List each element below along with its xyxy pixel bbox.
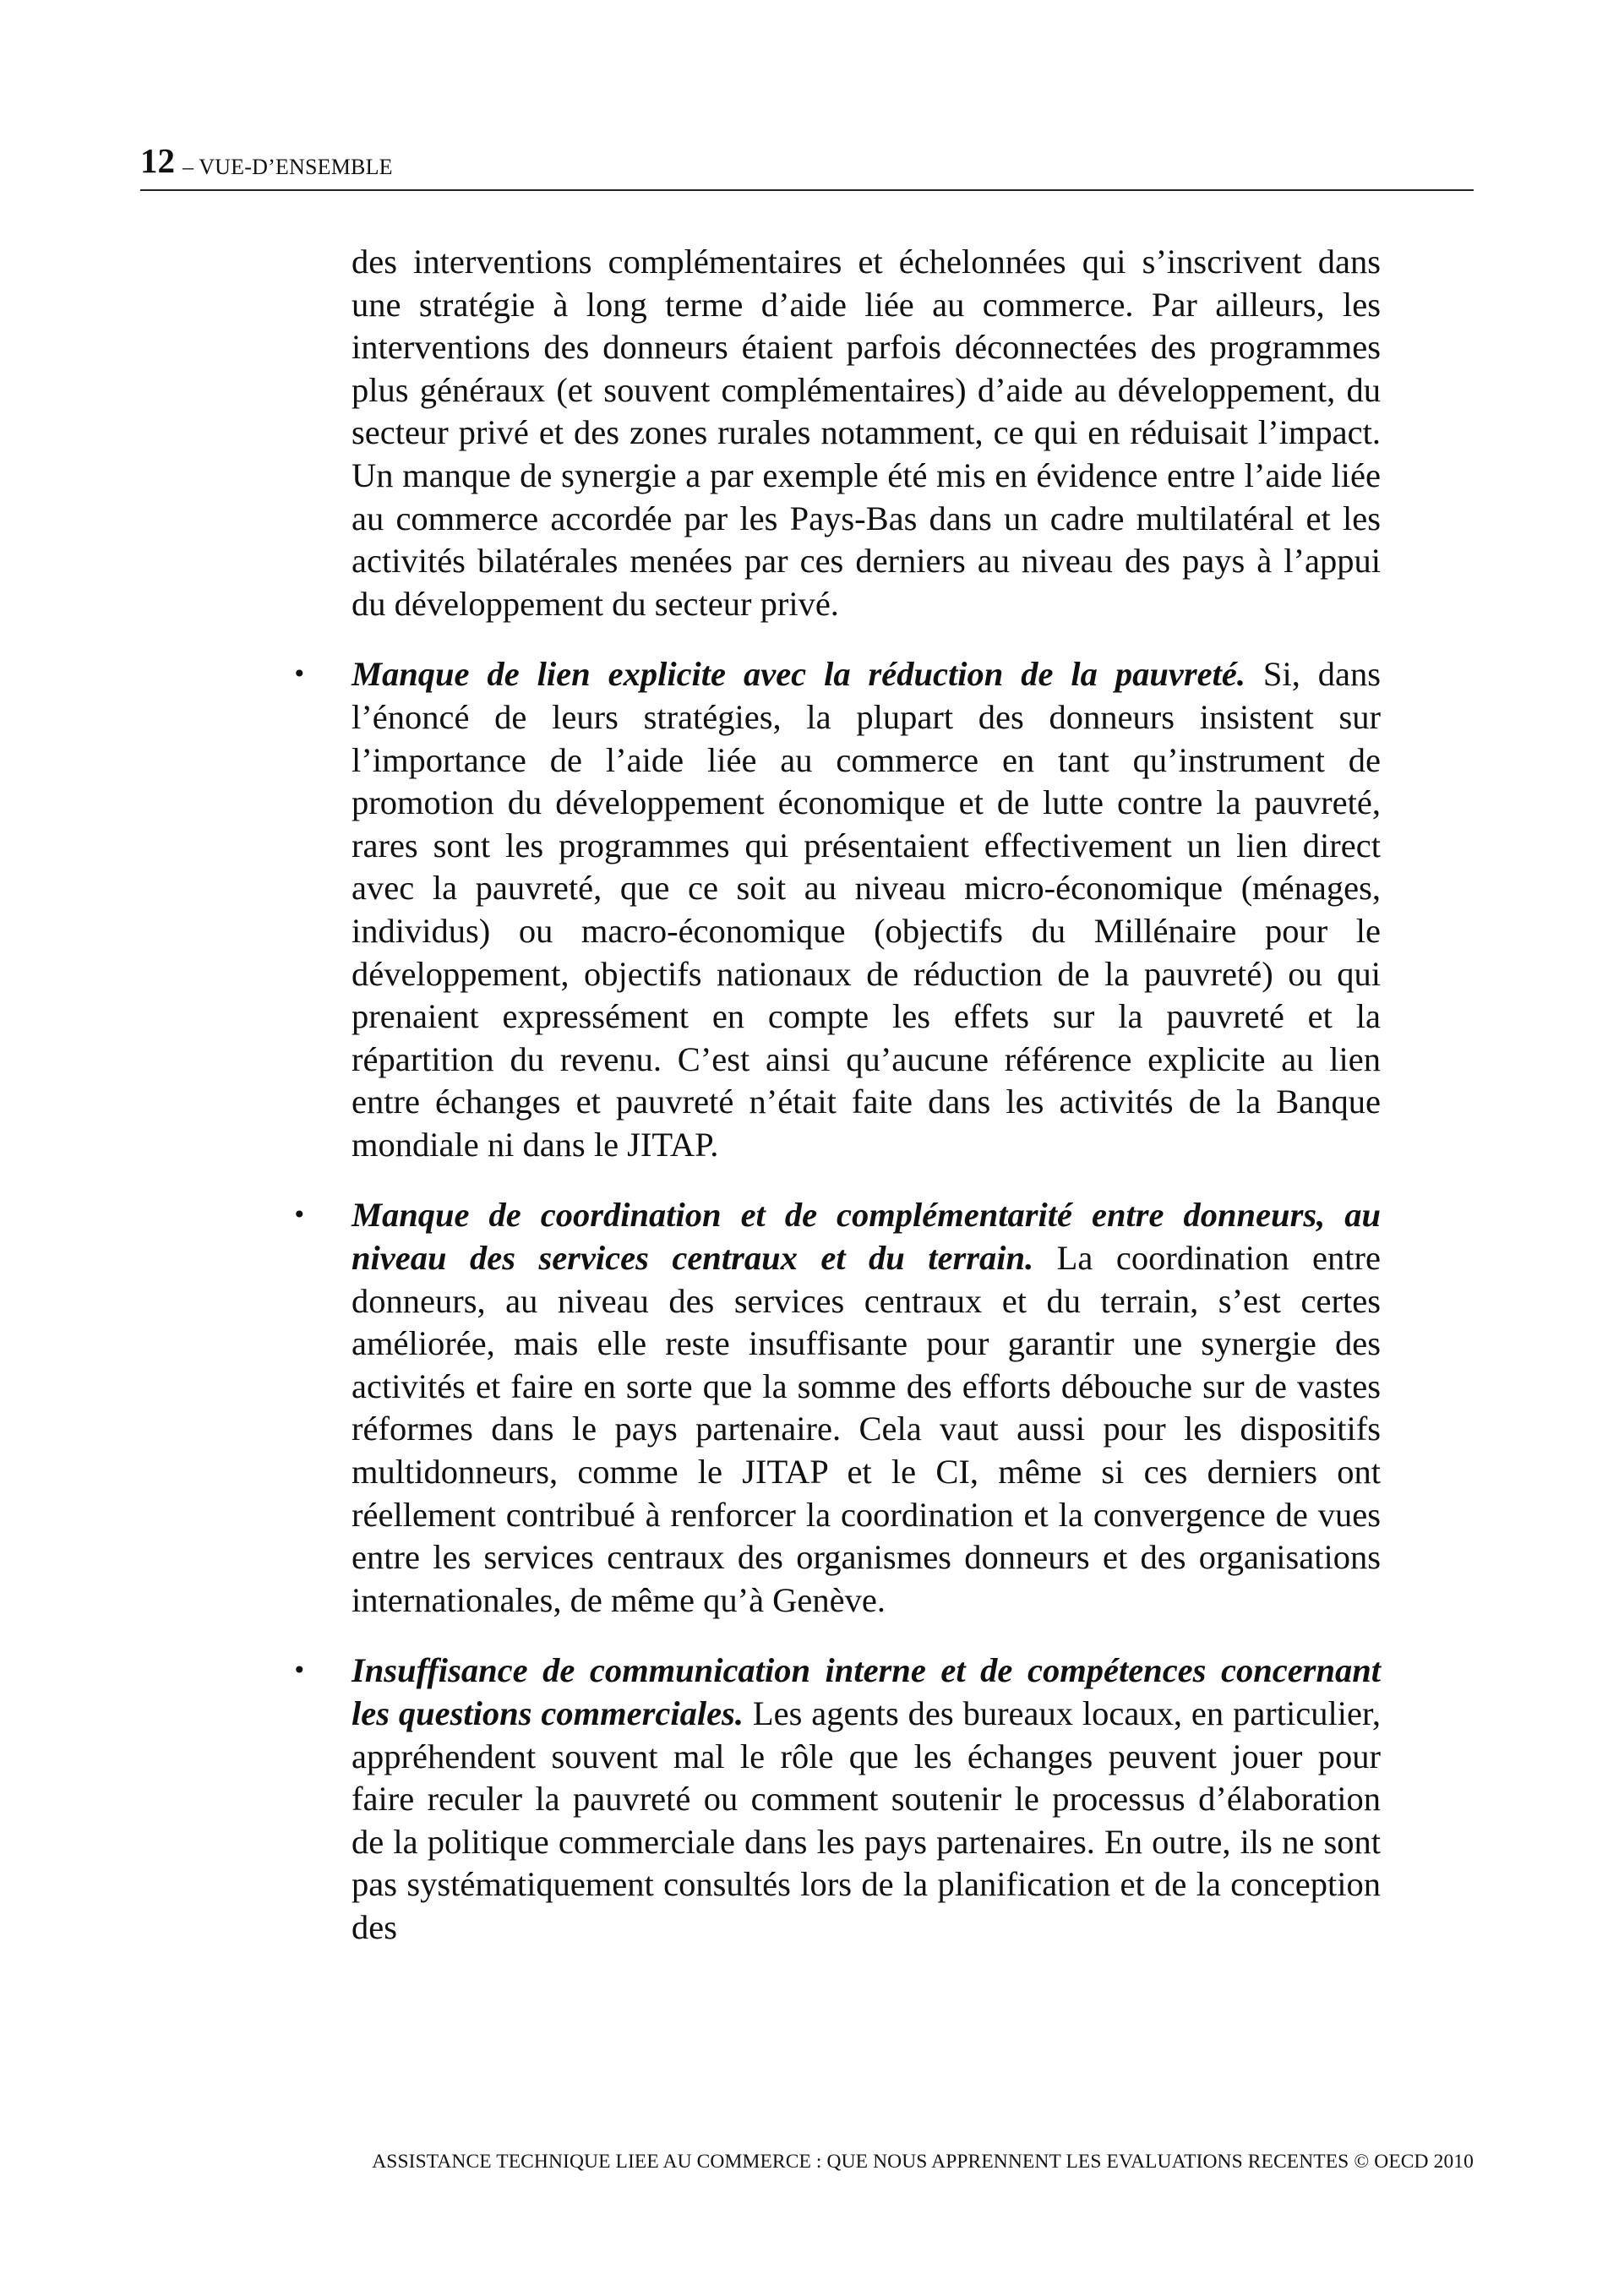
- bullet-item-coordination: [292, 1194, 1381, 1622]
- bullet-icon: •: [292, 660, 307, 689]
- running-title: [183, 156, 393, 178]
- bullet-text: Les agents des bureaux locaux, en particulier, appréhendent souvent mal le rôle que les échanges peuvent jouer pour faire reculer la pauvreté ou comment soutenir le processus d’élaboration de la politique commerciale dans les pays partenaires. En outre, ils ne sont pas systématiquement consultés lors de la planification et de la conception des: [352, 1694, 1381, 1946]
- running-header: [140, 142, 1474, 191]
- bullet-lead: Manque de coordination et de complémentarité entre donneurs, au niveau des services centraux et du terrain.: [352, 1196, 1381, 1278]
- bullet-item-poverty-link: [292, 653, 1381, 1166]
- bullet-icon: •: [292, 1201, 307, 1230]
- continuation-paragraph: des interventions complémentaires et échelonnées qui s’inscrivent dans une stratégie à long terme d’aide liée au commerce. Par ailleurs, les interventions des donneurs étaient parfois déconnectées des programmes plus généraux (et souvent complémentaires) d’aide au développement, du secteur privé et des zones rurales notamment, ce qui en réduisait l’impact. Un manque de synergie a par exemple été mis en évidence entre l’aide liée au commerce accordée par les Pays-Bas dans un cadre multilatéral et les activités bilatérales menées par ces derniers au niveau des pays à l’appui du développement du secteur privé.: [352, 243, 1381, 623]
- bullet-text: Si, dans l’énoncé de leurs stratégies, la plupart des donneurs insistent sur l’importance de l’aide liée au commerce en tant qu’instrument de promotion du développement économique et de lutte contre la pauvreté, rares sont les programmes qui présentaient effectivement un lien direct avec la pauvreté, que ce soit au niveau micro-économique (ménages, individus) ou macro-économique (objectifs du Millénaire pour le développement, objectifs nationaux de réduction de la pauvreté) ou qui prenaient expressément en compte les effets sur la pauvreté et la répartition du revenu. C’est ainsi qu’aucune référence explicite au lien entre échanges et pauvreté n’était faite dans les activités de la Banque mondiale ni dans le JITAP.: [352, 655, 1381, 1164]
- bullet-text: La coordination entre donneurs, au niveau des services centraux et du terrain, s’est certes améliorée, mais elle reste insuffisante pour garantir une synergie des activités et faire en sorte que la somme des efforts débouche sur de vastes réformes dans le pays partenaire. Cela vaut aussi pour les dispositifs multidonneurs, comme le JITAP et le CI, même si ces derniers ont réellement contribué à renforcer la coordination et la convergence de vues entre les services centraux des organismes donneurs et des organisations internationales, de même qu’à Genève.: [352, 1239, 1381, 1619]
- header-separator: –: [183, 155, 194, 179]
- bullet-lead: Insuffisance de communication interne et de compétences concernant les questions commerciales.: [352, 1651, 1381, 1732]
- page-number: 12: [140, 141, 175, 180]
- page-body: [292, 241, 1381, 1950]
- bullet-item-communication: [292, 1650, 1381, 1949]
- bullet-icon: •: [292, 1656, 307, 1685]
- page-footer: ASSISTANCE TECHNIQUE LIEE AU COMMERCE : QUE NOUS APPRENNENT LES EVALUATIONS RECENTES © OECD 2010: [372, 2151, 1474, 2173]
- section-title: VUE-D’ENSEMBLE: [199, 155, 393, 179]
- bullet-lead: Manque de lien explicite avec la réduction de la pauvreté.: [352, 655, 1245, 694]
